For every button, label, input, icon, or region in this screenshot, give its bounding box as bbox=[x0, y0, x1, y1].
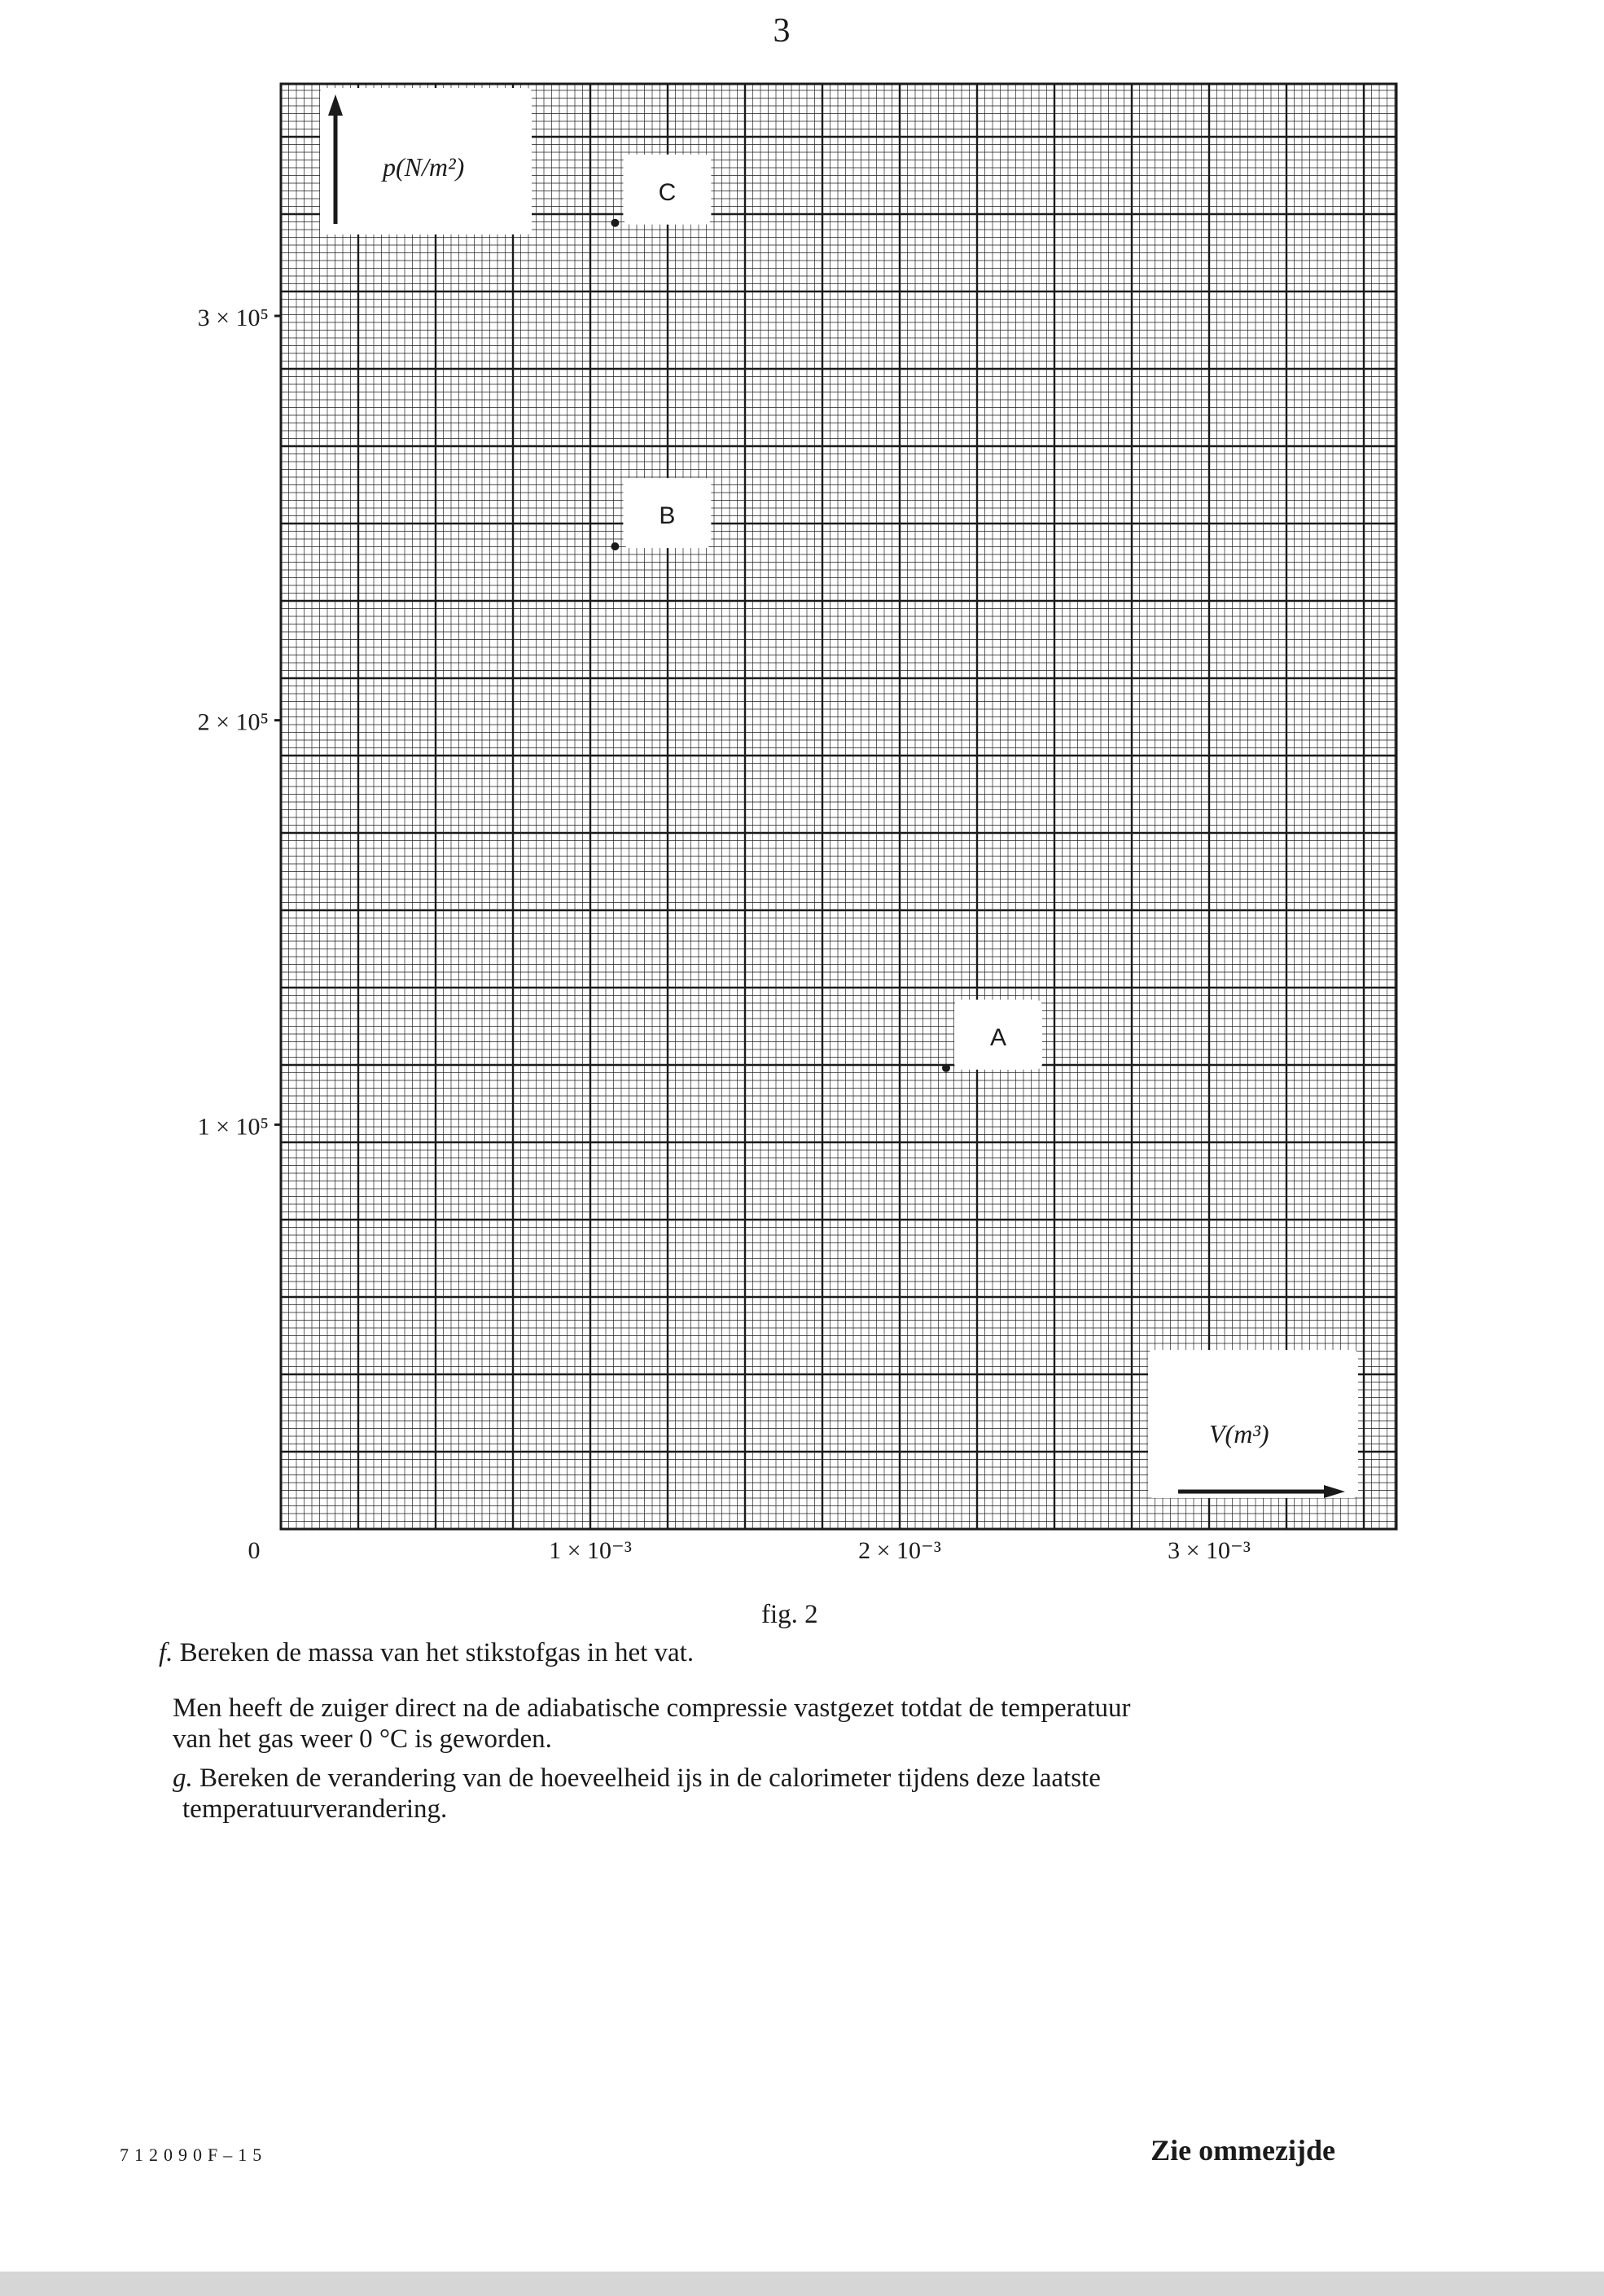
paragraph-line-2: van het gas weer 0 °C is geworden. bbox=[173, 1724, 552, 1754]
y-tick-labels bbox=[198, 305, 281, 1140]
data-point bbox=[942, 1064, 950, 1072]
question-g-line-2: temperatuurverandering. bbox=[182, 1794, 448, 1824]
x-tick-labels bbox=[248, 1537, 1251, 1564]
x-tick-label: 3 × 10⁻³ bbox=[1168, 1537, 1251, 1564]
grid-minor-lines bbox=[281, 84, 1396, 1529]
question-f-text: Bereken de massa van het stikstofgas in het vat. bbox=[179, 1638, 695, 1667]
point-label: A bbox=[989, 1023, 1007, 1051]
x-tick-label: 2 × 10⁻³ bbox=[858, 1537, 941, 1564]
y-tick-label: 1 × 10⁵ bbox=[197, 1113, 269, 1141]
question-f-label: f. bbox=[159, 1638, 173, 1667]
point-label: C bbox=[658, 178, 677, 206]
paragraph-line-1: Men heeft de zuiger direct na de adiabatische compressie vastgezet totdat de temperatuur bbox=[173, 1694, 1131, 1723]
x-tick-label: 0 bbox=[248, 1537, 261, 1564]
y-axis-label: p(N/m²) bbox=[383, 152, 465, 182]
x-tick-label: 1 × 10⁻³ bbox=[549, 1537, 632, 1564]
y-tick-label: 2 × 10⁵ bbox=[197, 708, 269, 736]
y-tick-label: 3 × 10⁵ bbox=[197, 305, 269, 331]
question-f bbox=[159, 1637, 694, 1669]
question-g-line-1: Bereken de verandering van de hoeveelheid ijs in de calorimeter tijdens deze laatste bbox=[199, 1764, 1101, 1793]
question-g-label: g. bbox=[173, 1764, 193, 1793]
point-label: B bbox=[659, 502, 676, 530]
page-number: 3 bbox=[773, 12, 791, 50]
footer-note: Zie ommezijde bbox=[1150, 2134, 1335, 2167]
data-point bbox=[611, 219, 619, 227]
footer-code: 712090F–15 bbox=[120, 2145, 268, 2165]
question-g bbox=[173, 1762, 1101, 1794]
figure-caption: fig. 2 bbox=[761, 1600, 818, 1628]
data-point bbox=[611, 542, 619, 550]
x-axis-label: V(m³) bbox=[1209, 1419, 1269, 1448]
scan-edge bbox=[0, 2272, 1604, 2296]
